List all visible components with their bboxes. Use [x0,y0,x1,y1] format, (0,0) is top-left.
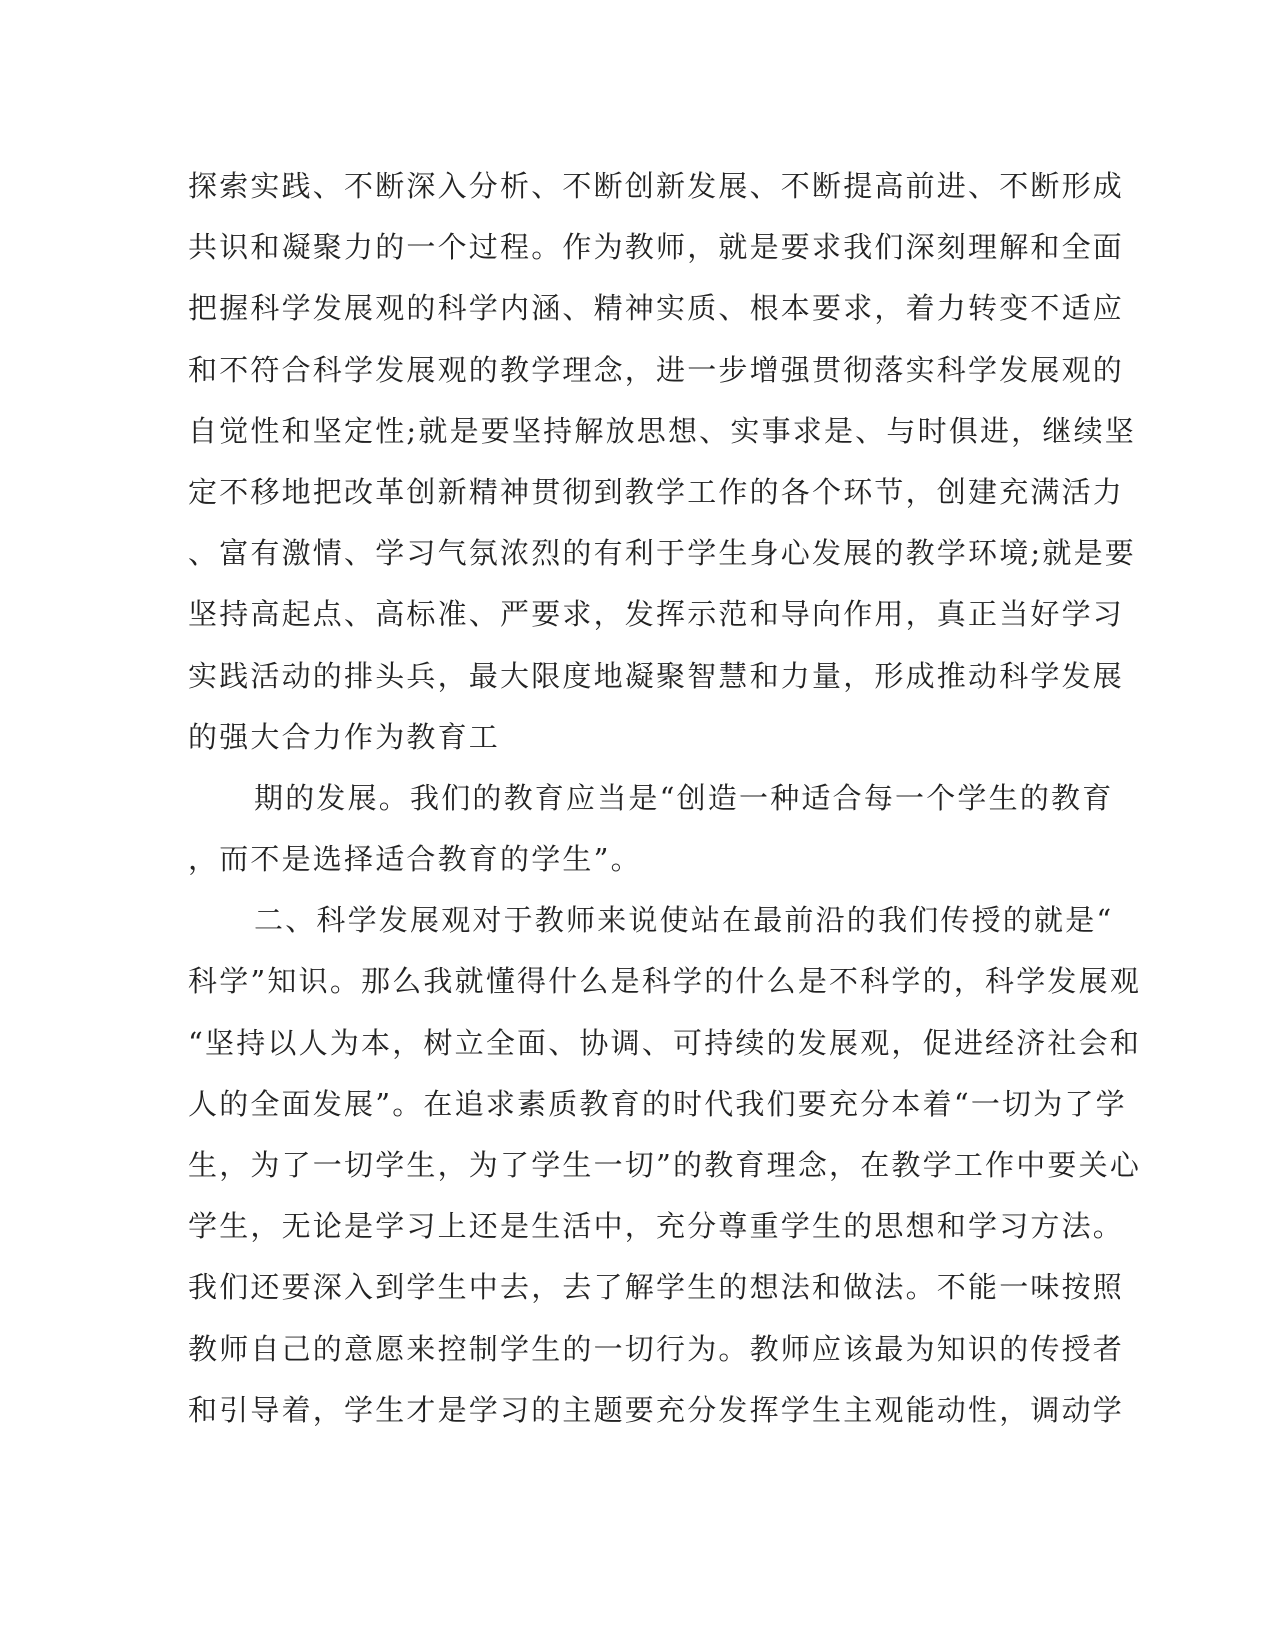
text-line: 我们还要深入到学生中去，去了解学生的想法和做法。不能一味按照 [188,1270,1125,1305]
text-line: 期的发展。我们的教育应当是“创造一种适合每一个学生的教育 [254,780,1114,815]
text-line: ，而不是选择适合教育的学生”。 [188,842,642,877]
text-line: 自觉性和坚定性;就是要坚持解放思想、实事求是、与时俱进，继续坚 [188,413,1136,448]
text-line: 、富有激情、学习气氛浓烈的有利于学生身心发展的教学环境;就是要 [188,536,1136,571]
text-line: 把握科学发展观的科学内涵、精神实质、根本要求，着力转变不适应 [188,291,1125,326]
text-line: 定不移地把改革创新精神贯彻到教学工作的各个环节，创建充满活力 [188,474,1125,509]
text-line: 探索实践、不断深入分析、不断创新发展、不断提高前进、不断形成 [188,169,1125,203]
text-line: 和不符合科学发展观的教学理念，进一步增强贯彻落实科学发展观的 [188,352,1125,387]
text-line: 二、科学发展观对于教师来说使站在最前沿的我们传授的就是“ [254,903,1114,938]
text-line: 教师自己的意愿来控制学生的一切行为。教师应该最为知识的传授者 [188,1331,1125,1366]
text-line: 科学”知识。那么我就懂得什么是科学的什么是不科学的，科学发展观 [188,964,1142,999]
text-line: 的强大合力作为教育工 [188,719,501,754]
text-line: 共识和凝聚力的一个过程。作为教师，就是要求我们深刻理解和全面 [188,230,1125,265]
text-line: 坚持高起点、高标准、严要求，发挥示范和导向作用，真正当好学习 [188,597,1125,632]
text-line: 和引导着，学生才是学习的主题要充分发挥学生主观能动性，调动学 [188,1392,1125,1427]
text-line: “坚持以人为本，树立全面、协调、可持续的发展观，促进经济社会和 [188,1025,1142,1060]
text-line: 学生，无论是学习上还是生活中，充分尊重学生的思想和学习方法。 [188,1209,1125,1244]
text-line: 人的全面发展”。在追求素质教育的时代我们要充分本着“一切为了学 [188,1086,1127,1121]
body-text [188,156,1142,1441]
text-line: 生，为了一切学生，为了学生一切”的教育理念，在教学工作中要关心 [188,1148,1142,1182]
text-line: 实践活动的排头兵，最大限度地凝聚智慧和力量，形成推动科学发展 [188,658,1125,693]
